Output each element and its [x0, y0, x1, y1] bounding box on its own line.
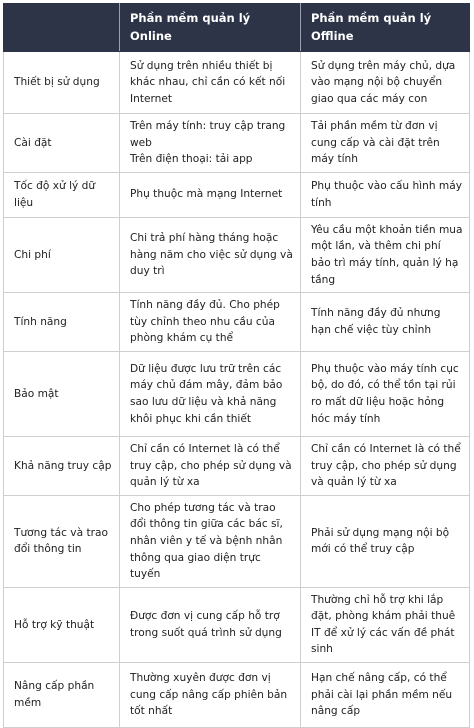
cell-online — [120, 587, 301, 662]
cell-offline — [301, 293, 470, 352]
table-row — [4, 217, 470, 292]
cell-feature: Thiết bị sử dụng — [4, 52, 120, 114]
table-body — [4, 52, 470, 728]
comparison-table-wrapper — [3, 3, 469, 728]
table-row — [4, 351, 470, 436]
cell-offline — [301, 114, 470, 173]
cell-online — [120, 495, 301, 587]
cell-offline — [301, 217, 470, 292]
table-row — [4, 663, 470, 728]
cell-feature: Hỗ trợ kỹ thuật — [4, 587, 120, 662]
cell-feature: Nâng cấp phần mềm — [4, 663, 120, 728]
cell-text: Chỉ cần có Internet là có thể truy cập, cho phép sử dụng và quản lý từ xa — [130, 442, 292, 489]
cell-text: Chỉ cần có Internet là có thể truy cập, cho phép sử dụng và quản lý từ xa — [311, 442, 461, 489]
cell-text: Thường chỉ hỗ trợ khi lắp đặt, phòng khám phải thuê IT để xử lý các vấn đề phát sinh — [311, 593, 456, 656]
cell-text: Trên máy tính: truy cập trang web — [130, 120, 286, 149]
cell-text: Tính năng đầy đủ nhưng hạn chế việc tùy chỉnh — [311, 307, 441, 337]
table-row — [4, 495, 470, 587]
table-row — [4, 587, 470, 662]
cell-text: Sử dụng trên nhiều thiết bị khác nhau, chỉ cần có kết nối Internet — [130, 59, 286, 105]
cell-text: Yêu cầu một khoản tiền mua một lần, và thêm chi phí bảo trì máy tính, quản lý hạ tầng — [311, 223, 463, 286]
cell-feature: Bảo mật — [4, 351, 120, 436]
cell-text: Trên điện thoại: tải app — [130, 153, 253, 166]
cell-feature: Tương tác và trao đổi thông tin — [4, 495, 120, 587]
header-feature — [4, 4, 120, 52]
cell-text: Tải phần mềm từ đơn vị cung cấp và cài đặt trên máy tính — [311, 120, 440, 166]
cell-offline — [301, 172, 470, 217]
table-row — [4, 172, 470, 217]
cell-text: Dữ liệu được lưu trữ trên các máy chủ đám mây, đảm bảo sao lưu dữ liệu và khả năng khôi phục khi cần thiết — [130, 362, 283, 425]
cell-offline — [301, 587, 470, 662]
cell-online — [120, 217, 301, 292]
cell-text: Cho phép tương tác và trao đổi thông tin giữa các bác sĩ, nhân viên y tế và bệnh nhân thông qua giao diện trực tuyến — [130, 501, 283, 581]
cell-text: Phụ thuộc mà mạng Internet — [130, 188, 283, 201]
table-row — [4, 114, 470, 173]
cell-offline — [301, 436, 470, 495]
cell-online — [120, 114, 301, 173]
cell-text: Được đơn vị cung cấp hỗ trợ trong suốt quá trình sử dụng — [130, 610, 282, 639]
header-row — [4, 4, 470, 52]
comparison-table — [3, 3, 470, 728]
cell-offline — [301, 663, 470, 728]
cell-feature: Cài đặt — [4, 114, 120, 173]
cell-online — [120, 52, 301, 114]
cell-feature: Khả năng truy cập — [4, 436, 120, 495]
cell-offline — [301, 52, 470, 114]
cell-online — [120, 436, 301, 495]
cell-feature: Tính năng — [4, 293, 120, 352]
cell-feature: Tốc độ xử lý dữ liệu — [4, 172, 120, 217]
table-row — [4, 52, 470, 114]
table-row — [4, 293, 470, 352]
cell-online — [120, 663, 301, 728]
cell-text: Chi trả phí hàng tháng hoặc hàng năm cho việc sử dụng và duy trì — [130, 232, 293, 278]
cell-text: Sử dụng trên máy chủ, dựa vào mạng nội bộ chuyển giao qua các máy con — [311, 59, 456, 105]
cell-online — [120, 351, 301, 436]
header-online: Phần mềm quản lý Online — [120, 4, 301, 52]
cell-text: Tính năng đầy đủ. Cho phép tùy chỉnh theo nhu cầu của phòng khám cụ thể — [130, 299, 280, 345]
cell-text: Phụ thuộc vào máy tính cục bộ, do đó, có thể tồn tại rủi ro mất dữ liệu hoặc hỏng hóc máy tính — [311, 362, 459, 425]
cell-offline — [301, 351, 470, 436]
header-offline: Phần mềm quản lý Offline — [301, 4, 470, 52]
table-row — [4, 436, 470, 495]
cell-text: Hạn chế nâng cấp, có thể phải cài lại phần mềm nếu nâng cấp — [311, 672, 453, 718]
cell-text: Phụ thuộc vào cấu hình máy tính — [311, 180, 462, 209]
table-header — [4, 4, 470, 52]
cell-online — [120, 293, 301, 352]
cell-offline — [301, 495, 470, 587]
cell-online — [120, 172, 301, 217]
cell-feature: Chi phí — [4, 217, 120, 292]
cell-text: Phải sử dụng mạng nội bộ mới có thể truy cập — [311, 526, 450, 556]
cell-text: Thường xuyên được đơn vị cung cấp nâng cấp phiên bản tốt nhất — [130, 672, 288, 718]
